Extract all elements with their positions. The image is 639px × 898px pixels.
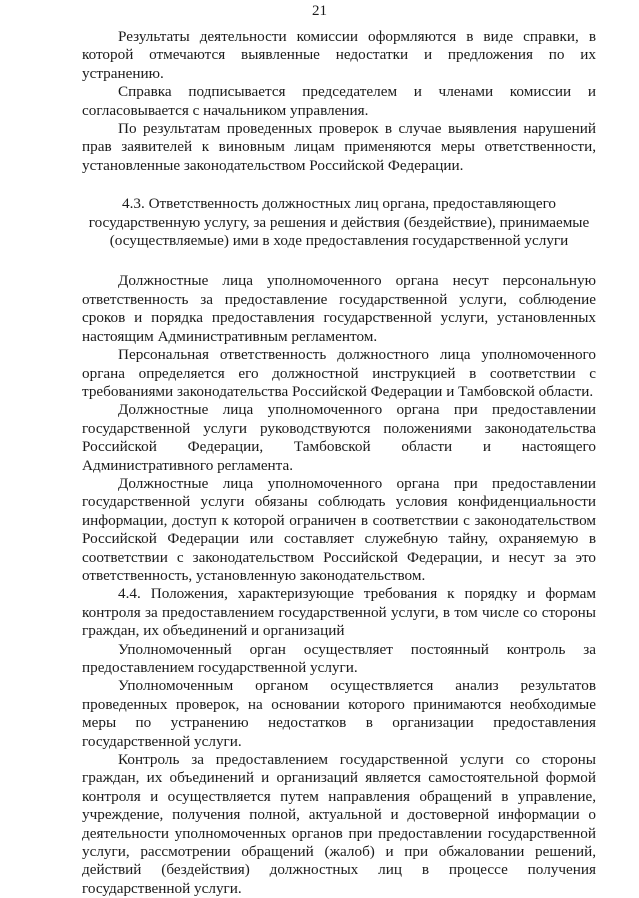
paragraph-permanent-control: Уполномоченный орган осуществляет постоянный контроль за предоставлением государственной услуги. [82, 640, 596, 676]
paragraph-personal-responsibility: Должностные лица уполномоченного органа несут персональную ответственность за предоставление государственной услуги, соблюдение сроков и порядка предоставления государственной услуги, установленных настоящим Административным регламентом. [82, 272, 596, 345]
paragraph-certificate-signing: Справка подписывается председателем и членами комиссии и согласовывается с начальником управления. [82, 83, 596, 119]
paragraph-liability-measures: По результатам проведенных проверок в случае выявления нарушений прав заявителей к виновным лицам применяются меры ответственности, установленные законодательством Российской Федерации. [82, 120, 596, 174]
page-number: 21 [312, 3, 327, 19]
section-4-4-heading: 4.4. Положения, характеризующие требования к порядку и формам контроля за предоставлением государственной услуги, в том числе со стороны граждан, их объединений и организаций [82, 585, 596, 640]
paragraph-legislation-guidance: Должностные лица уполномоченного органа при предоставлении государственной услуги руководствуются положениями законодательства Российской Федерации, Тамбовской области и настоящего Административного регламента. [82, 401, 596, 474]
paragraph-commission-results: Результаты деятельности комиссии оформляются в виде справки, в которой отмечаются выявленные недостатки и предложения по их устранению. [82, 28, 596, 82]
section-4-3-heading: 4.3. Ответственность должностных лиц органа, предоставляющего государственную услугу, за решения и действия (бездействие), принимаемые (осуществляемые) ими в ходе предоставления государственной услуги [88, 195, 590, 250]
paragraph-public-control: Контроль за предоставлением государственной услуги со стороны граждан, их объединений и организаций является самостоятельной формой контроля и осуществляется путем направления обращений в управление, учреждение, получения полной, актуальной и достоверной информации о деятельности уполномоченных органов при предоставлении государственной услуги, рассмотрении обращений (жалоб) и при обжаловании решений, действий (бездействия) должностных лиц в процессе получения государственной услуги. [82, 751, 596, 897]
paragraph-inspection-analysis: Уполномоченным органом осуществляется анализ результатов проведенных проверок, на основании которого принимаются необходимые меры по устранению недостатков в организации предоставления государственной услуги. [82, 677, 596, 750]
paragraph-confidentiality: Должностные лица уполномоченного органа при предоставлении государственной услуги обязаны соблюдать условия конфиденциальности информации, доступ к которой ограничен в соответствии с законодательством Российской Федерации или составляет служебную тайну, охраняемую в соответствии с законодательством Российской Федерации, и несут за это ответственность, установленную законодательством. [82, 474, 596, 584]
paragraph-job-description: Персональная ответственность должностного лица уполномоченного органа определяется его должностной инструкцией в соответствии с требованиями законодательства Российской Федерации и Тамбовской области. [82, 346, 596, 400]
document-body [82, 28, 596, 898]
